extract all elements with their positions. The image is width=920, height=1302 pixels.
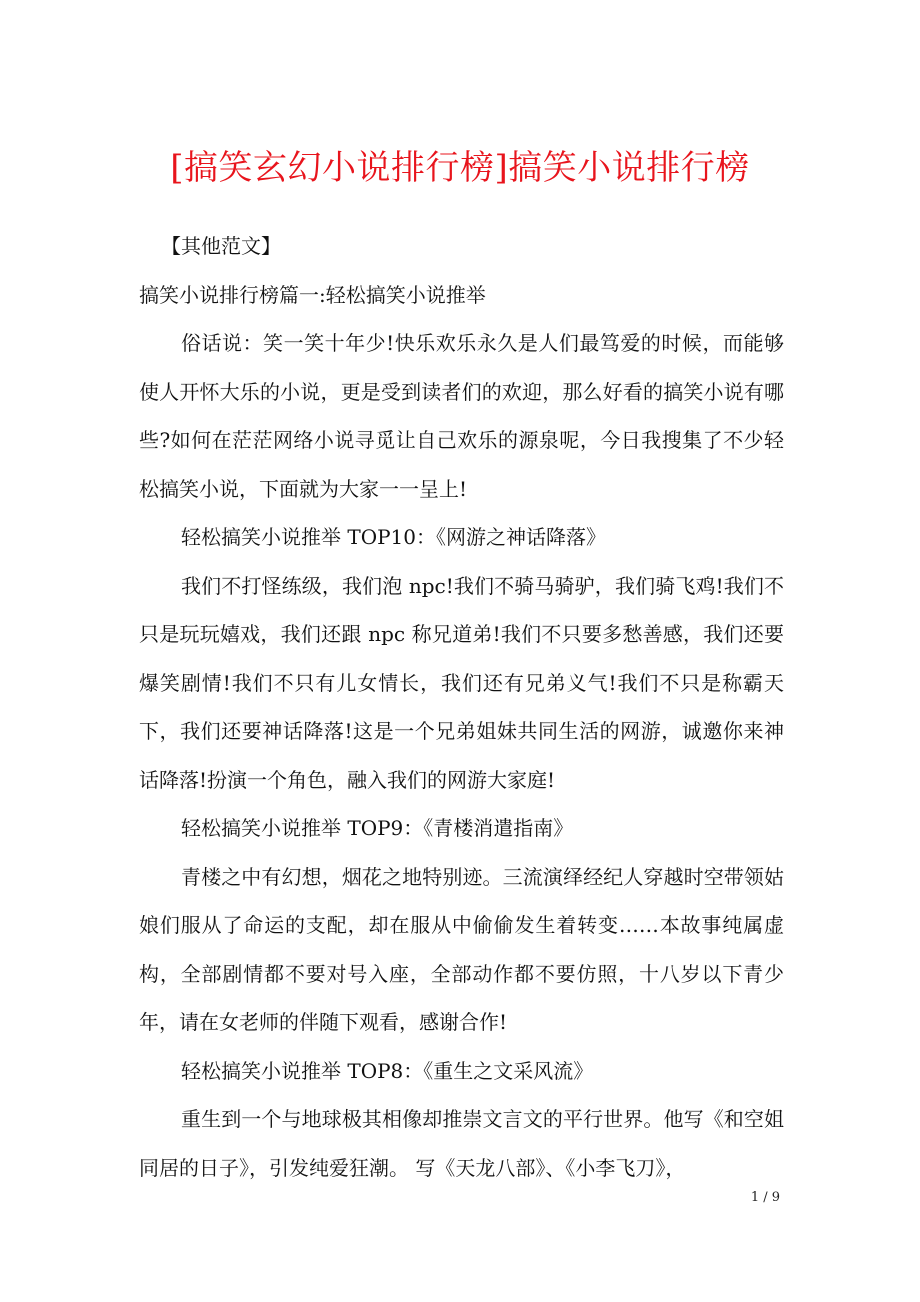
item-heading-top9: 轻松搞笑小说推举 TOP9：《青楼消遣指南》 — [181, 816, 574, 840]
section-heading: 搞笑小说排行榜篇一:轻松搞笑小说推举 — [139, 282, 486, 307]
paragraph-top9: 青楼之中有幻想，烟花之地特别迹。三流演绎经纪人穿越时空带领姑娘们服从了命运的支配，却在服从中偷偷发生着转变……本故事纯属虚构，全部剧情都不要对号入座，全部动作都不要仿照，十八岁以下青少年，请在女老师的伴随下观看，感谢合作! — [139, 864, 784, 1034]
item-heading-top8: 轻松搞笑小说推举 TOP8：《重生之文采风流》 — [181, 1058, 594, 1083]
paragraph-intro: 俗话说：笑一笑十年少!快乐欢乐永久是人们最笃爱的时候，而能够使人开怀大乐的小说，更是受到读者们的欢迎，那么好看的搞笑小说有哪些?如何在茫茫网络小说寻觅让自己欢乐的源泉呢，今日我搜集了不少轻松搞笑小说，下面就为大家一一呈上! — [139, 331, 784, 501]
paragraph-top10: 我们不打怪练级，我们泡 npc!我们不骑马骑驴，我们骑飞鸡!我们不只是玩玩嬉戏，我们还跟 npc 称兄道弟!我们不只要多愁善感，我们还要爆笑剧情!我们不只有儿女情长，我们还有兄弟义气!我们不只是称霸天下，我们还要神话降落!这是一个兄弟姐妹共同生活的网游，诚邀你来神话降落!扮演一个角色，融入我们的网游大家庭! — [139, 573, 784, 792]
category-tag: 【其他范文】 — [161, 234, 281, 258]
document-title: [搞笑玄幻小说排行榜]搞笑小说排行榜 — [170, 148, 750, 188]
item-heading-top10: 轻松搞笑小说推举 TOP10：《网游之神话降落》 — [181, 525, 606, 549]
page-number: 1 / 9 — [750, 1190, 780, 1205]
document-body — [139, 222, 784, 1192]
paragraph-top8: 重生到一个与地球极其相像却推崇文言文的平行世界。他写《和空姐同居的日子》，引发纯爱狂潮。 写《天龙八部》、《小李飞刀》， — [139, 1107, 784, 1180]
